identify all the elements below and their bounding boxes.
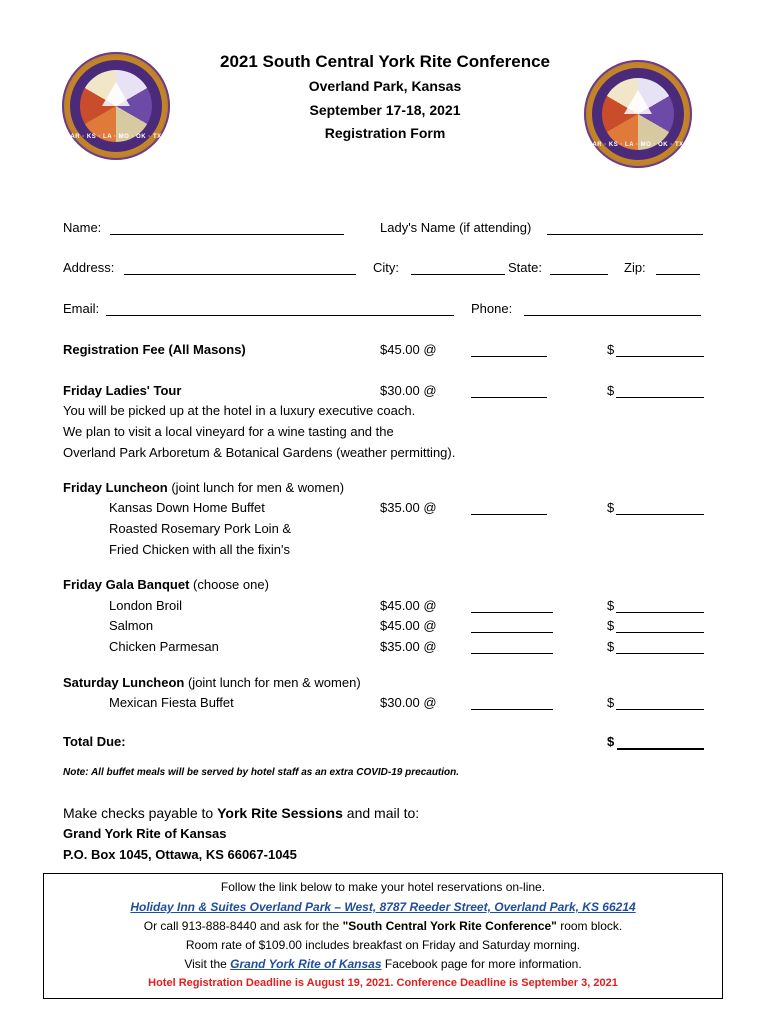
name-field[interactable]: [110, 234, 344, 235]
address-label: Address:: [63, 260, 115, 275]
total-due-label: Total Due:: [63, 734, 126, 749]
dollar-sign: $: [607, 383, 615, 398]
gala-option-amount-field[interactable]: [616, 653, 704, 654]
dollar-sign: $: [607, 598, 615, 613]
hotel-link-row: [44, 900, 722, 914]
gala-option: Salmon: [109, 618, 154, 633]
lady-name-label: Lady's Name (if attending): [380, 220, 532, 235]
registration-amount-field[interactable]: [616, 356, 704, 357]
saturday-luncheon-heading: Saturday Luncheon (joint lunch for men & women): [63, 675, 361, 690]
gala-option-price: $45.00 @: [380, 598, 437, 613]
friday-luncheon-item: Fried Chicken with all the fixin's: [109, 542, 290, 557]
facebook-info: Visit the Grand York Rite of Kansas Facebook page for more information.: [184, 957, 582, 971]
friday-luncheon-item: Roasted Rosemary Pork Loin &: [109, 521, 292, 536]
hotel-phone-info: Or call 913-888-8440 and ask for the "South Central York Rite Conference" room block.: [143, 919, 623, 933]
ladies-tour-label: Friday Ladies' Tour: [63, 383, 182, 398]
hotel-instructions: Follow the link below to make your hotel reservations on-line.: [220, 880, 546, 894]
gala-option-qty-field[interactable]: [471, 653, 553, 654]
registration-fee-label: Registration Fee (All Masons): [63, 342, 246, 357]
ladies-tour-price: $30.00 @: [380, 383, 437, 398]
friday-luncheon-item: Kansas Down Home Buffet: [109, 500, 265, 515]
ladies-tour-desc: Overland Park Arboretum & Botanical Gardens (weather permitting).: [63, 445, 456, 460]
friday-luncheon-heading: Friday Luncheon (joint lunch for men & women): [63, 480, 345, 495]
friday-luncheon-qty-field[interactable]: [471, 514, 547, 515]
saturday-luncheon-price: $30.00 @: [380, 695, 437, 710]
phone-label: Phone:: [471, 301, 513, 316]
facebook-page-link[interactable]: Grand York Rite of Kansas: [230, 957, 382, 971]
saturday-luncheon-qty-field[interactable]: [471, 709, 553, 710]
dollar-sign: $: [607, 342, 615, 357]
buffet-note: Note: All buffet meals will be served by hotel staff as an extra COVID-19 precaution.: [63, 767, 460, 778]
hotel-info-box: [43, 873, 723, 999]
ladies-tour-qty-field[interactable]: [471, 397, 547, 398]
zip-field[interactable]: [656, 274, 700, 275]
phone-field[interactable]: [524, 315, 701, 316]
total-amount-field[interactable]: [617, 748, 704, 750]
gala-banquet-heading: Friday Gala Banquet (choose one): [63, 577, 269, 592]
address-field[interactable]: [124, 274, 356, 275]
page-title: 2021 South Central York Rite Conference: [219, 52, 551, 71]
deadline-notice: Hotel Registration Deadline is August 19, 2021. Conference Deadline is September 3, 2021: [148, 977, 618, 989]
gala-option: Chicken Parmesan: [109, 639, 219, 654]
city-label: City:: [373, 260, 399, 275]
name-label: Name:: [63, 220, 102, 235]
state-field[interactable]: [550, 274, 608, 275]
dollar-sign: $: [607, 500, 615, 515]
zip-label: Zip:: [624, 260, 646, 275]
dollar-sign: $: [607, 639, 615, 654]
gala-option-price: $45.00 @: [380, 618, 437, 633]
friday-luncheon-amount-field[interactable]: [616, 514, 704, 515]
email-label: Email:: [63, 301, 100, 316]
dates: September 17-18, 2021: [309, 102, 461, 118]
saturday-luncheon-item: Mexican Fiesta Buffet: [109, 695, 234, 710]
gala-option-qty-field[interactable]: [471, 632, 553, 633]
lady-name-field[interactable]: [547, 234, 703, 235]
ladies-tour-desc: We plan to visit a local vineyard for a wine tasting and the: [63, 424, 394, 439]
mail-address: P.O. Box 1045, Ottawa, KS 66067-1045: [63, 847, 297, 862]
conference-seal-right: AR · KS · LA · MO · OK · TX: [584, 60, 692, 168]
registration-qty-field[interactable]: [471, 356, 547, 357]
total-dollar-sign: $: [607, 734, 615, 749]
gala-option-amount-field[interactable]: [616, 612, 704, 613]
dollar-sign: $: [607, 618, 615, 633]
ladies-tour-desc: You will be picked up at the hotel in a luxury executive coach.: [63, 403, 416, 418]
state-label: State:: [508, 260, 542, 275]
gala-option-amount-field[interactable]: [616, 632, 704, 633]
registration-fee-price: $45.00 @: [380, 342, 437, 357]
email-field[interactable]: [106, 315, 454, 316]
ladies-tour-amount-field[interactable]: [616, 397, 704, 398]
location: Overland Park, Kansas: [308, 78, 462, 94]
hotel-reservation-link[interactable]: Holiday Inn & Suites Overland Park – West, 8787 Reeder Street, Overland Park, KS 66214: [130, 900, 636, 914]
hotel-rate-info: Room rate of $109.00 includes breakfast on Friday and Saturday morning.: [185, 938, 581, 952]
conference-seal-left: AR · KS · LA · MO · OK · TX: [62, 52, 170, 160]
friday-luncheon-price: $35.00 @: [380, 500, 437, 515]
dollar-sign: $: [607, 695, 615, 710]
mail-instructions: Make checks payable to York Rite Sessions and mail to:: [63, 805, 420, 821]
form-title: Registration Form: [324, 125, 446, 141]
city-field[interactable]: [411, 274, 505, 275]
gala-option-price: $35.00 @: [380, 639, 437, 654]
saturday-luncheon-amount-field[interactable]: [616, 709, 704, 710]
mail-recipient: Grand York Rite of Kansas: [63, 826, 227, 841]
gala-option-qty-field[interactable]: [471, 612, 553, 613]
gala-option: London Broil: [109, 598, 182, 613]
